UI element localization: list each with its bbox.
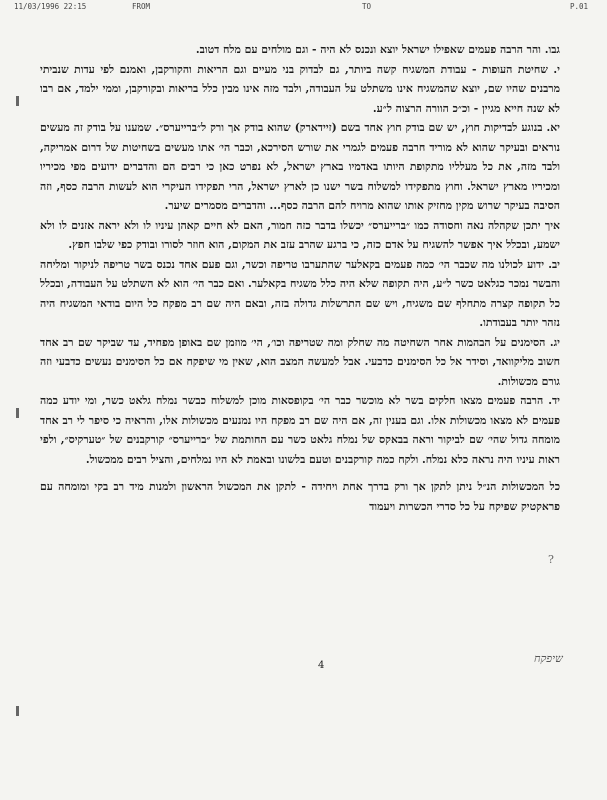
paragraph-13-markings: יג. הסימנים על הבהמות אחר השחיטה מה שחלק ומה שטריפה וכו׳, הי׳ מוזמן שם באופן מפחיד, עד שביקר שם רב אחד חשוב מליקוואד, וסידר אל כל הסימנים כדבעי. אבל למעשה המצב הוא, שאין מי שיפקח אם כל הסימנים נעשים כדבעי וזה גורם מכשולות. [40,335,560,388]
fax-from-label: FROM [132,2,151,11]
letter-body [40,40,560,516]
paragraph-10-poultry-slaughter: י. שחיטת העופות - עבודת המשגיח קשה ביותר, גם לבדוק בני מעיים וגם הריאות והקורקבן, ואמנם לפי עדות שנביתי מרבנים שהיו שם, יוצא שהמשגיח אינו משתלט על העבודה, ולבד מזה אינו מבין כלל בריאות ובקורקבן, וממי ילמד, אם רבו לא שנה חייא מגיין - וכ״כ הוורה הרצוה ל״ע. [40,62,560,115]
stray-handwritten-mark: ? [548,553,554,566]
paragraph-conclusion: כל המכשולות הנ״ל ניתן לתקן אך ורק בדרך אחת ויחידה - לתקן את המכשול הראשון ולמנות מיד רב בקי ומומחה עם פראקטיק שפיקח על כל סדרי הכשרות ויעמוד [40,480,560,513]
scan-edge-mark [16,408,19,418]
fax-date-time: 11/03/1996 22:15 [14,2,87,11]
scan-edge-mark [16,96,19,106]
paragraph-continuation: גבו. והר הרבה פעמים שאפילו ישראל יוצא ונכנס לא היה - וגם מולחים עם מלח דטוב. [195,43,560,56]
fax-page-indicator: P.01 [570,2,589,11]
fax-header [0,2,607,18]
page-number: 4 [318,660,325,671]
paragraph-11-continued: איך יתכן שקהלה נאה וחסודה כמו ״ברייערס״ יכשלו בדבר כזה חמור, האם לא חיים קאהן עיניו לו ולא יראה אזנים לו ולא ישמע, ובכלל איך אפשר להשגיח על אדם כזה, כי ברגע שהרב עזב את המקום, הוא חוזר לסורו ובודק כפי שלבו חפץ. [40,218,560,251]
paragraph-12-kosher-mixing: יב. ידוע לכולנו מה שכבר הי׳ כמה פעמים בקאלער שהתערבו טריפה וכשר, וגם פעם אחד נכנס בשר טריפה לניקור ומליחה והבשר נמכר כגלאט כשר ל״ע, היה תקופה שלא היה כלל משגיח בקאלער. ואם כבר הי׳ הוא לא השתלט על העבודה, ובכלל כל תקופה קצרה מתחלף שם משגיח, ויש שם התרשלות גדולה בזה, ובאם היה שם רב מפקח כל היום בודאי המשגיח היה נזהר יותר בעבודתו. [40,257,560,329]
scan-edge-mark [16,706,19,716]
fax-to-label: TO [362,2,372,11]
handwritten-margin-note: שיפקח [534,652,563,665]
paragraph-14-salting: יד. הרבה פעמים מצאו חלקים בשר לא מוכשר כבר הי׳ בקופסאות מוכן למשלוח כבשר נמלח גלאט כשר, ומי יודע כמה פעמים לא מצאו מכשולות אלו. וגם בענין זה, אם היה שם רב מפקח היו נמנעים מכשולות אלו, והראיה כי סיפר לי רב אחד מומחה גדול שהי׳ שם לביקור וראה בבאקס של נמלח גלאט כשר עם החותמת של ״ברייערס״ קורקבנים של ״טערקיס״, ולפי ראות עיניו היה נראה כלא נמלח. ולקח כמה קורקבנים וטעם בלשונו ובאמת לא היו נמלחים, והציל רבים ממכשול. [40,394,560,466]
paragraph-11-external-inspection: יא. בנוגע לבדיקות חוץ, יש שם בודק חוץ אחד בשם (זיידארק) שהוא בודק אך ורק ל״ברייערס״. שמענו על בודק זה מעשים נוראים ובעיקר שהוא לא מוריד חרבה פעמים לגמרי את שורש הסירכא, וכבר הי׳ אתו מעשים בשחיטות של דרום אמריקה, ולבד מזה, את כל מעלליו מתקופת היותו באדמיו בארץ ישראל, לא נפרט כאן כי רבים הם והדברים ידועים מפי מכיריו ומכיריו מארץ ישראל. וחוץ מתפקידו למשלוח בשר ישנו כן לארץ ישראל, הרי תפקידו העיקרי הוא לעשות הרבה כסף, וזה הסיבה בעיקר שרוש מקין מחזיק אותו שהוא מרויח להם הרבה כסף... והדברים מסמרים שיער. [40,121,560,212]
